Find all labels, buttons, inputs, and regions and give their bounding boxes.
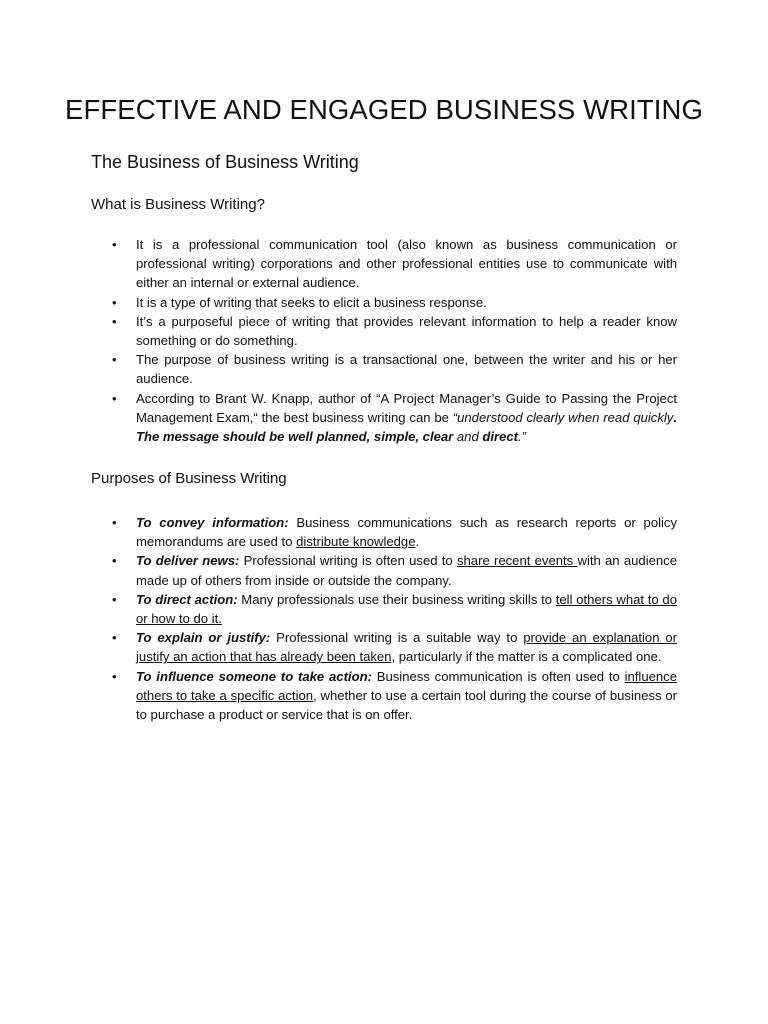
purpose-link: provide an explanation or justify an action that has already been taken (136, 630, 677, 665)
quote-and: and (453, 429, 483, 445)
list-item (0, 350, 677, 388)
list-item-text: It is a professional communication tool (also known as business communication or professional writing) corporations and other professional entities use to communicate with either an internal or external audience. (136, 237, 677, 291)
purpose-label: To direct action: (136, 591, 238, 607)
section-heading-purposes: Purposes of Business Writing (91, 470, 287, 487)
bullet-icon: • (112, 515, 117, 530)
bullet-icon: • (112, 352, 117, 368)
list-item (0, 293, 677, 312)
bullet-icon: • (112, 390, 117, 406)
bullet-icon: • (112, 553, 117, 569)
purpose-label: To influence someone to take action: (136, 668, 372, 684)
list-item (0, 551, 677, 589)
purpose-text: Professional writing is a suitable way to (270, 630, 524, 646)
list-item (0, 235, 677, 293)
bullet-icon: • (112, 591, 117, 607)
quote-bold-2: direct (482, 429, 519, 445)
purpose-link: distribute knowledge (296, 534, 416, 550)
list-item-text: It is a type of writing that seeks to elicit a business response. (136, 294, 487, 310)
purpose-text: Professional writing is often used to (239, 553, 457, 569)
purpose-text-end: , whether to use a certain tool during the course of business or to purchase a product or service that is on offer. (136, 687, 677, 723)
list-item-text: It’s a purposeful piece of writing that provides relevant information to help a reader know something or do something. (136, 313, 677, 349)
purpose-link: tell others what to do or how to do it. (136, 591, 677, 627)
purpose-text: Business communications such as research reports or policy memorandums are used to (136, 515, 678, 550)
quote-lead-text: According to Brant W. Knapp, author of “A Project Manager’s Guide to Passing the Project Management Exam,“ the best business writing can be (136, 390, 677, 425)
list-item (0, 628, 677, 666)
quote-bold-1: well planned, simple, clear (288, 429, 454, 445)
purposes-bullet-list (0, 513, 768, 724)
purpose-text: Business communication is often used to (371, 668, 625, 684)
quote-open: “understood clearly when read quickly (452, 409, 674, 425)
purpose-text-end: , particularly if the matter is a complicated one. (391, 649, 662, 665)
bullet-icon: • (112, 668, 117, 684)
list-item-text: The purpose of business writing is a transactional one, between the writer and his or her audience. (136, 352, 677, 387)
purpose-label: To convey information: (136, 515, 289, 530)
section-heading-what-is: What is Business Writing? (91, 196, 265, 213)
section-subtitle: The Business of Business Writing (91, 152, 359, 172)
quote-period: . The message should be (136, 409, 677, 445)
list-item (0, 667, 677, 725)
what-is-bullet-list (0, 235, 768, 446)
purpose-link: influence others to take a specific action (136, 668, 677, 703)
document-title: EFFECTIVE AND ENGAGED BUSINESS WRITING (65, 94, 703, 125)
purpose-link: share recent events (456, 553, 578, 569)
bullet-icon: • (112, 294, 117, 310)
list-item-quote (0, 389, 677, 447)
list-item (0, 312, 677, 350)
purpose-label: To deliver news: (136, 553, 240, 569)
bullet-icon: • (112, 237, 117, 252)
quote-end: .” (518, 429, 527, 445)
list-item (0, 513, 677, 551)
bullet-icon: • (112, 630, 117, 646)
purpose-label: To explain or justify: (136, 630, 271, 646)
purpose-text: Many professionals use their business writing skills to (237, 591, 556, 607)
list-item (0, 590, 677, 628)
bullet-icon: • (112, 313, 117, 329)
purpose-text-end: . (415, 534, 420, 550)
purpose-text-end: with an audience made up of others from inside or outside the company. (136, 553, 678, 588)
